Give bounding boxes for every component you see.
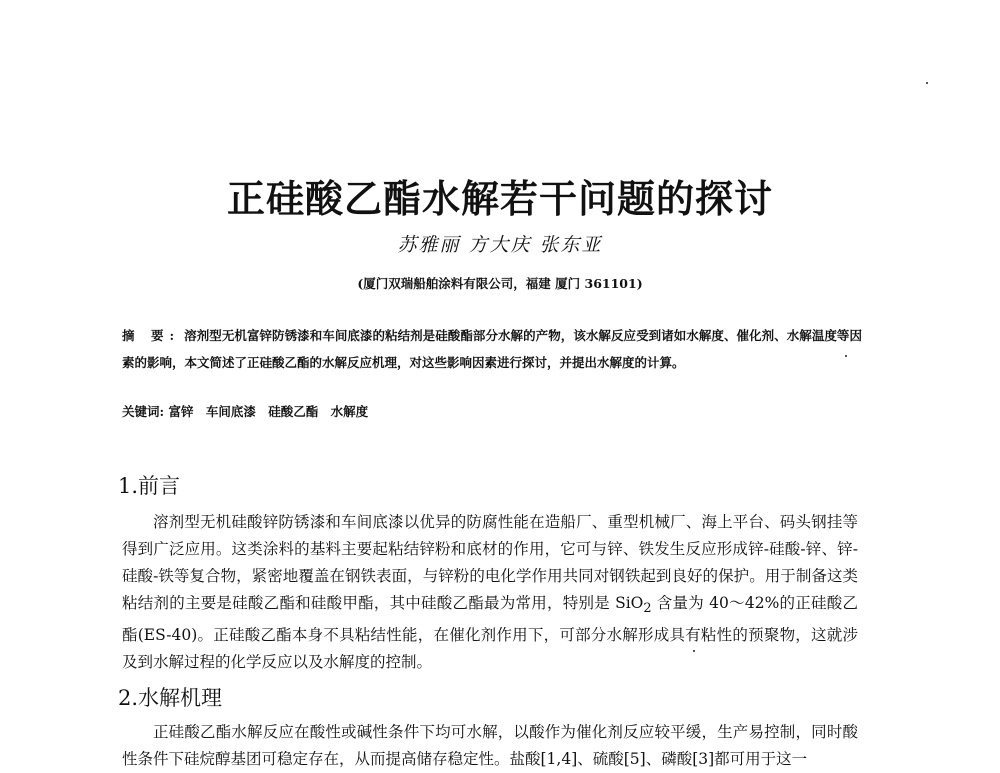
scan-speck [693, 650, 695, 652]
paper-affiliation: (厦门双瑞船舶涂料有限公司，福建 厦门 361101) [357, 276, 643, 291]
keyword: 硅酸乙酯 [268, 404, 319, 419]
subscript: 2 [643, 601, 652, 617]
abstract [122, 322, 862, 376]
keyword: 车间底漆 [205, 404, 256, 419]
section-heading-introduction: 1.前言 [118, 474, 181, 498]
abstract-text: 溶剂型无机富锌防锈漆和车间底漆的粘结剂是硅酸酯部分水解的产物，该水解反应受到诸如水解度、催化剂、水解温度等因素的影响，本文简述了正硅酸乙酯的水解反应机理，对这些影响因素进行探讨，并提出水解度的计算。 [122, 328, 862, 370]
section-paragraph-mechanism: 正硅酸乙酯水解反应在酸性或碱性条件下均可水解，以酸作为催化剂反应较平缓，生产易控制，同时酸性条件下硅烷醇基团可稳定存在，从而提高储存稳定性。盐酸[1,4]、硫酸[5]、磷酸[3]都可用于这一 [122, 723, 858, 768]
scan-speck [926, 82, 928, 84]
keyword: 水解度 [330, 404, 369, 419]
paragraph-text: 溶剂型无机硅酸锌防锈漆和车间底漆以优异的防腐性能在造船厂、重型机械厂、海上平台、码头钢挂等得到广泛应用。这类涂料的基料主要起粘结锌粉和底材的作用，它可与锌、铁发生反应形成锌-硅酸-锌、锌-硅酸-铁等复合物，紧密地覆盖在钢铁表面，与锌粉的电化学作用共同对钢铁起到良好的保护。用于制备这类粘结剂的主要是硅酸乙酯和硅酸甲酯，其中硅酸乙酯最为常用，特别是 SiO [122, 513, 858, 612]
scan-speck [845, 355, 847, 357]
keyword: 富锌 [168, 404, 194, 419]
section-heading-mechanism: 2.水解机理 [118, 686, 223, 710]
section-paragraph-introduction [122, 509, 858, 676]
abstract-label: 摘 要: [122, 328, 181, 343]
paper-authors: 苏雅丽 方大庆 张东亚 [397, 234, 603, 256]
paper-title: 正硅酸乙酯水解若干问题的探讨 [226, 177, 773, 221]
paragraph-text: 含量为 40～42%的正硅酸乙酯(ES-40)。正硅酸乙酯本身不具粘结性能，在催化剂作用下，可部分水解形成具有粘性的预聚物，这就涉及到水解过程的化学反应以及水解度的控制。 [122, 594, 858, 672]
keywords [122, 402, 862, 420]
keywords-label: 关键词: [122, 404, 165, 419]
